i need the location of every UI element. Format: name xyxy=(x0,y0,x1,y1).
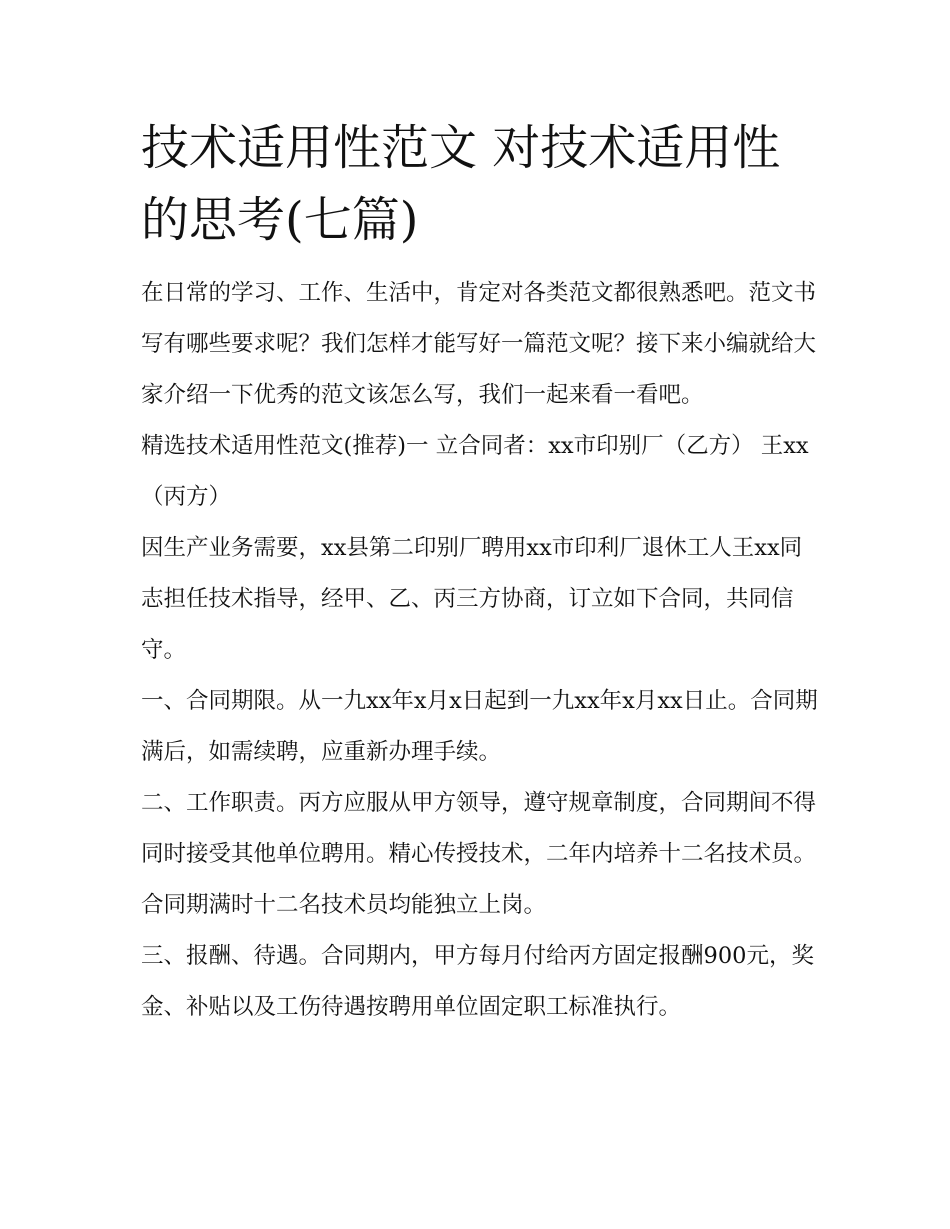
paragraph-compensation: 三、报酬、待遇。合同期内，甲方每月付给丙方固定报酬900元，奖金、补贴以及工伤待遇按聘用单位固定职工标准执行。 xyxy=(141,943,814,1020)
paragraph-job-duties: 二、工作职责。丙方应服从甲方领导，遵守规章制度，合同期间不得同时接受其他单位聘用。精心传授技术，二年内培养十二名技术员。合同期满时十二名技术员均能独立上岗。 xyxy=(141,790,817,918)
document-title: 技术适用性范文 对技术适用性的思考(七篇) xyxy=(141,120,781,248)
paragraph-contract-parties: 精选技术适用性范文(推荐)一 立合同者：xx市印别厂（乙方） 王xx（丙方） xyxy=(141,433,809,510)
paragraph-contract-term: 一、合同期限。从一九xx年x月x日起到一九xx年x月xx日止。合同期满后，如需续聘，应重新办理手续。 xyxy=(141,688,818,765)
paragraph-contract-purpose: 因生产业务需要，xx县第二印别厂聘用xx市印利厂退休工人王xx同志担任技术指导，经甲、乙、丙三方协商，订立如下合同，共同信守。 xyxy=(141,535,803,663)
paragraph-intro: 在日常的学习、工作、生活中，肯定对各类范文都很熟悉吧。范文书写有哪些要求呢？我们怎样才能写好一篇范文呢？接下来小编就给大家介绍一下优秀的范文该怎么写，我们一起来看一看吧。 xyxy=(141,280,817,408)
document-body xyxy=(141,112,821,1033)
